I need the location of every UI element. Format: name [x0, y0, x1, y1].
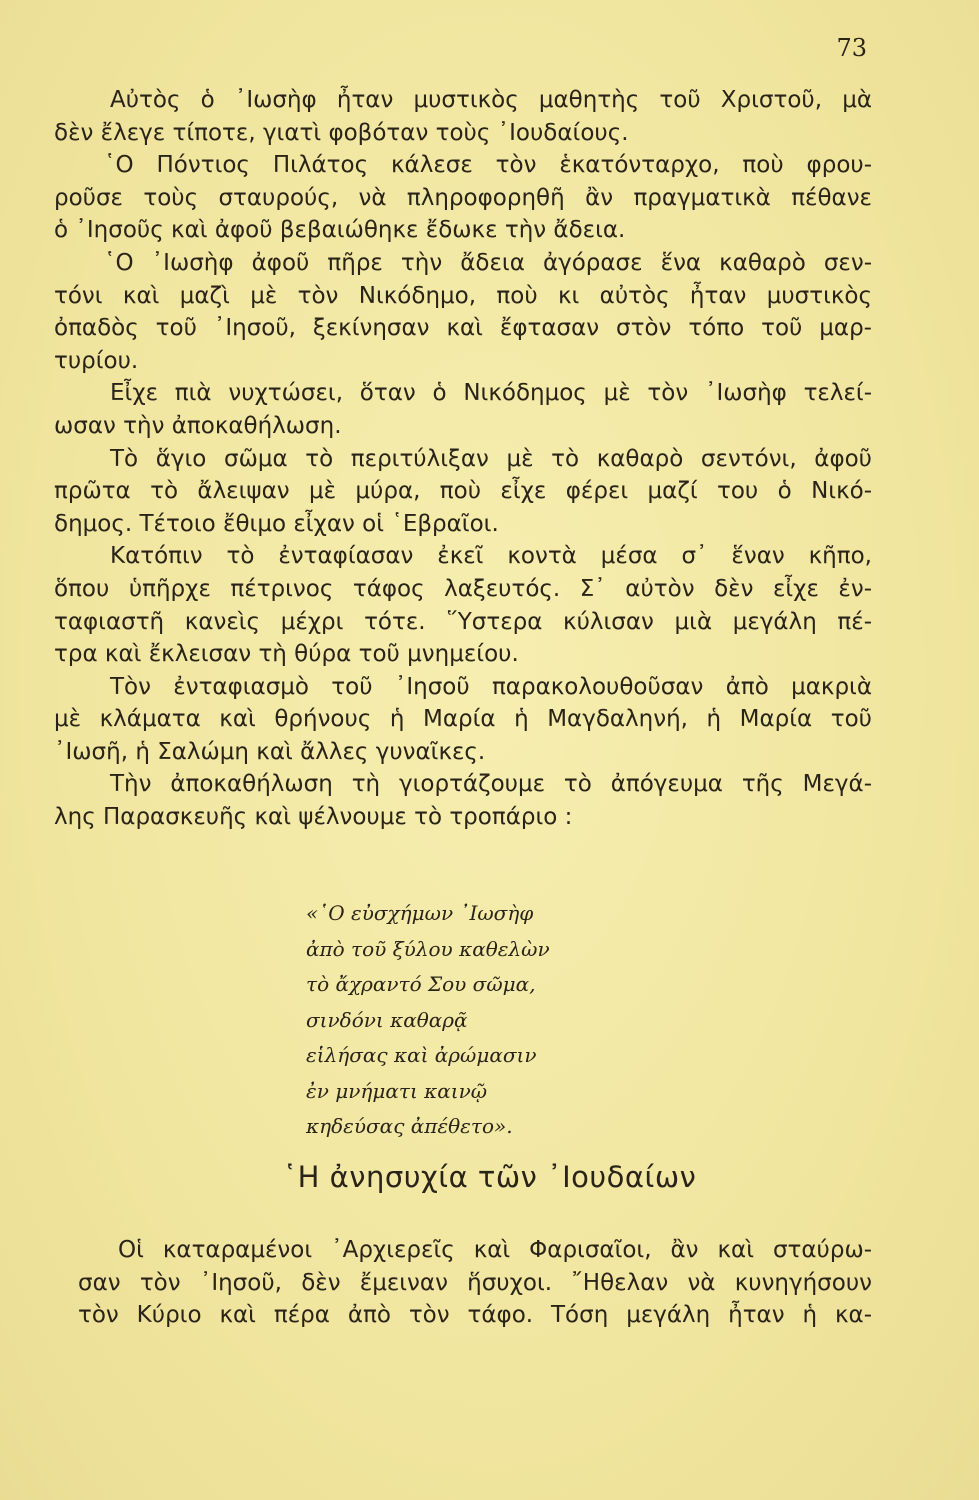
text-line: τὸν Κύριο καὶ πέρα ἀπὸ τὸν τάφο. Τόση μεγάλη ἦταν ἡ κα-	[78, 1302, 872, 1329]
text-line: ταφιαστῆ κανεὶς μέχρι τότε. ῞Υστερα κύλισαν μιὰ μεγάλη πέ-	[54, 608, 872, 635]
text-line: Τὴν ἀποκαθήλωση τὴ γιορτάζουμε τὸ ἀπόγευμα τῆς Μεγά-	[110, 771, 872, 798]
section-heading: ῾Η ἀνησυχία τῶν ᾿Ιουδαίων	[282, 1160, 697, 1194]
text-line: σαν τὸν ᾿Ιησοῦ, δὲν ἔμειναν ἥσυχοι. ῎Ηθελαν νὰ κυνηγήσουν	[78, 1269, 872, 1296]
hymn-line: ἀπὸ τοῦ ξύλου καθελὼν	[306, 936, 550, 961]
text-line: τόνι καὶ μαζὶ μὲ τὸν Νικόδημο, ποὺ κι αὐτὸς ἦταν μυστικὸς	[54, 282, 872, 309]
hymn-line: εἱλήσας καὶ ἀρώμασιν	[306, 1043, 537, 1067]
text-line: ῾Ο Πόντιος Πιλάτος κάλεσε τὸν ἑκατόνταρχο, ποὺ φρου-	[104, 152, 872, 179]
text-line: τρα καὶ ἔκλεισαν τὴ θύρα τοῦ μνημείου.	[54, 641, 519, 668]
text-line: δὲν ἔλεγε τίποτε, γιατὶ φοβόταν τοὺς ᾿Ιουδαίους.	[54, 119, 629, 146]
text-line: ᾿Ιωσῆ, ἡ Σαλώμη καὶ ἄλλες γυναῖκες.	[54, 738, 486, 765]
text-line: μὲ κλάματα καὶ θρήνους ἡ Μαρία ἡ Μαγδαληνή, ἡ Μαρία τοῦ	[54, 706, 872, 733]
troparion-hymn	[306, 896, 550, 1145]
text-line: Κατόπιν τὸ ἐνταφίασαν ἐκεῖ κοντὰ μέσα σ᾿ ἕναν κῆπο,	[110, 543, 872, 570]
text-line: τυρίου.	[54, 347, 139, 374]
hymn-line: «῾Ο εὐσχήμων ᾿Ιωσὴφ	[306, 901, 534, 925]
text-line: ὀπαδὸς τοῦ ᾿Ιησοῦ, ξεκίνησαν καὶ ἔφτασαν στὸν τόπο τοῦ μαρ-	[54, 315, 872, 342]
text-line: λης Παρασκευῆς καὶ ψέλνουμε τὸ τροπάριο :	[54, 804, 573, 831]
text-line: Αὐτὸς ὁ ᾿Ιωσὴφ ἦταν μυστικὸς μαθητὴς τοῦ Χριστοῦ, μὰ	[110, 87, 872, 113]
page-number: 73	[836, 34, 867, 62]
text-line: ῾Ο ᾿Ιωσὴφ ἀφοῦ πῆρε τὴν ἄδεια ἀγόρασε ἕνα καθαρὸ σεν-	[104, 249, 872, 276]
text-line: Οἱ καταραμένοι ᾿Αρχιερεῖς καὶ Φαρισαῖοι, ἂν καὶ σταύρω-	[118, 1237, 872, 1263]
text-line: ὅπου ὑπῆρχε πέτρινος τάφος λαξευτός. Σ᾿ αὐτὸν δὲν εἶχε ἐν-	[54, 575, 872, 602]
text-line: ωσαν τὴν ἀποκαθήλωση.	[54, 412, 342, 439]
hymn-line: ἐν μνήματι καινῷ	[306, 1078, 488, 1103]
hymn-line: σινδόνι καθαρᾷ	[306, 1007, 468, 1032]
section-text	[78, 1234, 872, 1332]
text-line: ροῦσε τοὺς σταυρούς, νὰ πληροφορηθῆ ἂν πραγματικὰ πέθανε	[54, 184, 872, 211]
main-text	[54, 84, 872, 834]
hymn-line: τὸ ἄχραντό Σου σῶμα,	[306, 972, 536, 996]
text-line: δημος. Τέτοιο ἔθιμο εἶχαν οἱ ῾Εβραῖοι.	[54, 510, 499, 537]
text-line: Τὸν ἐνταφιασμὸ τοῦ ᾿Ιησοῦ παρακολουθοῦσαν ἀπὸ μακριὰ	[110, 673, 872, 700]
text-line: ὁ ᾿Ιησοῦς καὶ ἀφοῦ βεβαιώθηκε ἔδωκε τὴν ἄδεια.	[54, 217, 626, 244]
text-line: Τὸ ἅγιο σῶμα τὸ περιτύλιξαν μὲ τὸ καθαρὸ σεντόνι, ἀφοῦ	[110, 445, 872, 472]
text-line: Εἶχε πιὰ νυχτώσει, ὅταν ὁ Νικόδημος μὲ τὸν ᾿Ιωσὴφ τελεί-	[110, 380, 872, 407]
text-line: πρῶτα τὸ ἄλειψαν μὲ μύρα, ποὺ εἶχε φέρει μαζί του ὁ Νικό-	[54, 478, 872, 505]
hymn-line: κηδεύσας ἀπέθετο».	[306, 1114, 513, 1138]
